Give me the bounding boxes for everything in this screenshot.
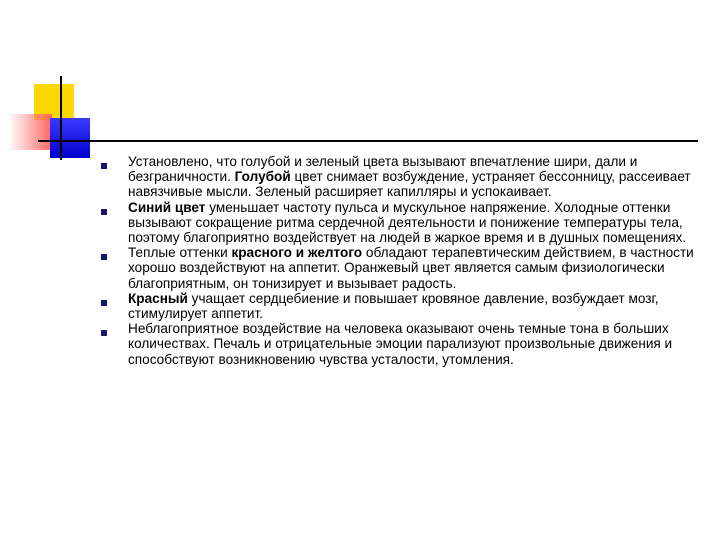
bold-text-segment: красного и желтого [231, 245, 363, 261]
horizontal-rule [38, 140, 698, 142]
list-item [100, 321, 700, 367]
vertical-rule [60, 76, 62, 160]
square-bullet-icon [101, 254, 107, 260]
list-item [100, 245, 700, 291]
list-item-text [128, 200, 700, 246]
list-item [100, 154, 700, 200]
bullet-list [100, 154, 700, 367]
list-item-text [128, 321, 700, 367]
list-item-text [128, 154, 700, 200]
text-segment: Установлено, что голубой и зеленый цвета вызывают впечатление шири, дали и безграничности. [128, 154, 638, 185]
bold-text-segment: Голубой [234, 169, 291, 185]
list-item [100, 291, 700, 321]
text-segment: уменьшает частоту пульса и мускульное напряжение. Холодные оттенки вызывают сокращение ритма сердечной деятельности и понижение температуры тела, поэтому благоприятно воздействует на людей в жаркое время и в душных помещениях. [128, 199, 687, 246]
text-segment: Теплые оттенки [128, 245, 232, 261]
text-segment: обладают терапевтическим действием, в частности хорошо воздействуют на аппетит. Оранжевый цвет является самым физиологически благоприятным, он тонизирует и вызывает радость. [128, 245, 694, 291]
text-segment: Неблагоприятное воздействие на человека оказывают очень темные тона в больших количествах. Печаль и отрицательные эмоции парализуют произвольные движения и способствуют возникновению чувства усталости, утомления. [128, 321, 673, 367]
blue-square-decoration [50, 118, 90, 158]
text-segment: цвет снимает возбуждение, устраняет бессонницу, рассеивает навязчивые мысли. Зеленый расширяет капилляры и успокаивает. [128, 169, 691, 200]
bold-text-segment: Красный [128, 290, 188, 306]
list-item [100, 200, 700, 246]
list-item-text [128, 291, 700, 321]
square-bullet-icon [101, 300, 107, 306]
square-bullet-icon [101, 330, 107, 336]
text-segment: учащает сердцебиение и повышает кровяное давление, возбуждает мозг, стимулирует аппетит. [128, 290, 659, 322]
bold-text-segment: Синий цвет [128, 199, 206, 215]
square-bullet-icon [101, 163, 107, 169]
list-item-text [128, 245, 700, 291]
square-bullet-icon [101, 209, 107, 215]
red-square-decoration [10, 114, 52, 150]
